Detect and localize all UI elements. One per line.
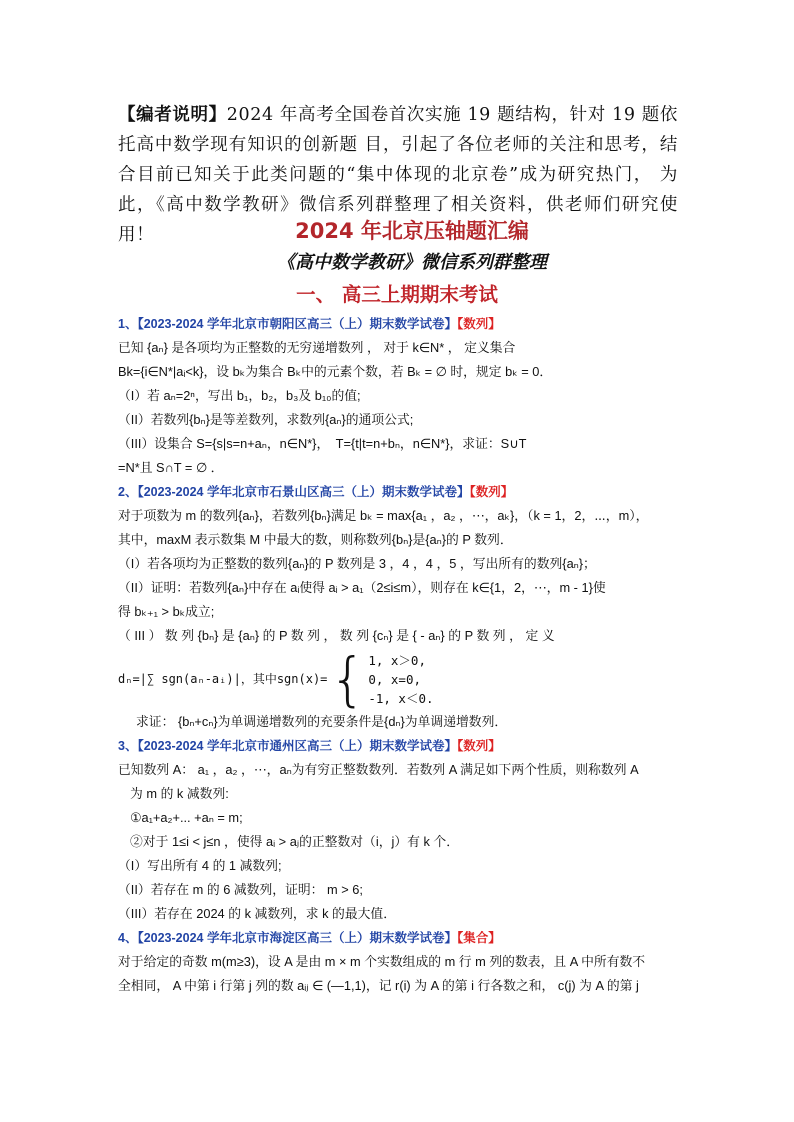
question-1-part-2: （II）若数列{bₙ}是等差数列，求数列{aₙ}的通项公式; (118, 412, 414, 427)
question-2-header (118, 480, 678, 504)
question-tag: 【数列】 (456, 317, 501, 331)
question-number: 1、 (118, 317, 138, 331)
sgn-cases (368, 651, 433, 708)
question-3-part-2: （II）若存在 m 的 6 减数列，证明： m > 6; (118, 882, 363, 897)
question-number: 4、 (118, 931, 138, 945)
question-1-part-3: （III）设集合 S={s|s=n+aₙ，n∈N*}， T={t|t=n+bₙ，n∈N*}，求证：S∪T (118, 436, 527, 451)
question-number: 3、 (118, 739, 138, 753)
question-2-stem-line-1: 对于项数为 m 的数列{aₙ}，若数列{bₙ}满足 bₖ = max{a₁ ，a₂ ，⋯，aₖ}，（k = 1，2，⋯，m）， (118, 508, 649, 523)
question-2-part-2-cont: 得 bₖ₊₁ > bₖ成立; (118, 604, 215, 619)
question-3-condition-2: ②对于 1≤i < j≤n ，使得 aᵢ > aⱼ的正整数对（i，j）有 k 个． (130, 834, 460, 849)
question-3-header (118, 734, 678, 758)
question-1-header (118, 312, 678, 336)
question-3-condition-1: ①a₁+a₂+... +aₙ = m; (130, 810, 243, 825)
sgn-case-3: -1, x＜0. (368, 690, 434, 706)
question-tag: 【数列】 (469, 485, 514, 499)
sgn-case-1: 1, x＞0, (368, 652, 426, 668)
question-source: 【2023-2024 学年北京市海淀区高三（上）期末数学试卷】 (137, 931, 457, 945)
question-4-stem-line-2: 全相同， A 中第 i 行第 j 列的数 aᵢⱼ ∈ (—1,1)，记 r(i) 为 A 的第 i 行各数之和， c(j) 为 A 的第 j (118, 978, 639, 993)
editor-note-heading: 【编者说明】 (118, 105, 227, 125)
question-3-stem-line-2: 为 m 的 k 减数列: (130, 786, 229, 801)
document-subtitle: 《高中数学教研》微信系列群整理 (277, 252, 547, 273)
question-2-formula (118, 645, 678, 713)
question-2-part-3: （ III ） 数 列 {bₙ} 是 {aₙ} 的 P 数 列 ， 数 列 {cₙ} 是 { - aₙ} 的 P 数 列 ， 定 义 (118, 628, 555, 643)
formula-left: dₙ=|∑ sgn(aₙ-aᵢ)|，其中sgn(x)= (118, 672, 328, 686)
sgn-case-2: 0, x=0, (368, 671, 421, 687)
question-4-stem-line-1: 对于给定的奇数 m(m≥3)，设 A 是由 m × m 个实数组成的 m 行 m 列的数表，且 A 中所有数不 (118, 954, 646, 969)
question-source: 【2023-2024 学年北京市石景山区高三（上）期末数学试卷】 (137, 485, 470, 499)
question-3-part-3: （III）若存在 2024 的 k 减数列，求 k 的最大值． (118, 906, 397, 921)
formula-d-n (118, 667, 327, 691)
question-4-header (118, 926, 678, 950)
question-number: 2、 (118, 485, 138, 499)
question-2-stem-line-2: 其中，maxM 表示数集 M 中最大的数，则称数列{bₙ}是{aₙ}的 P 数列． (118, 532, 513, 547)
editor-note-text: 2024 年高考全国卷首次实施 19 题结构，针对 19 题依托高中数学现有知识的创新题 目，引起了各位老师的关注和思考，结合目前已知关于此类问题的“集中体现的北京卷”成为研究热门， 为此，《高中数学教研》微信系列群整理了相关资料，供老师们研究使用！ (118, 105, 678, 245)
question-2-part-3-claim: 求证： {bₙ+cₙ}为单调递增数列的充要条件是{dₙ}为单调递增数列． (136, 714, 508, 729)
question-3-part-1: （I）写出所有 4 的 1 减数列; (118, 858, 282, 873)
question-1-part-3-cont: =N*且 S∩T = ∅ ． (118, 460, 224, 475)
question-2-part-1: （I）若各项均为正整数的数列{aₙ}的 P 数列是 3 ，4 ，4 ，5 ，写出所有的数列{aₙ}； (118, 556, 596, 571)
question-2-part-2: （II）证明：若数列{aₙ}中存在 aᵢ使得 aᵢ > a₁（2≤i≤m），则存在 k∈{1，2，⋯，m - 1}使 (118, 580, 606, 595)
document-title: 2024 年北京压轴题汇编 (295, 219, 529, 243)
question-tag: 【数列】 (456, 739, 501, 753)
questions-body (118, 312, 678, 998)
section-heading: 一、 高三上期期末考试 (296, 283, 498, 306)
question-3-stem-line-1: 已知数列 A： a₁ ，a₂ ，⋯，aₙ为有穷正整数数列．若数列 A 满足如下两个性质，则称数列 A (118, 762, 639, 777)
question-source: 【2023-2024 学年北京市朝阳区高三（上）期末数学试卷】 (137, 317, 457, 331)
question-1-stem-line-1: 已知 {aₙ} 是各项均为正整数的无穷递增数列 ， 对于 k∈N* ， 定义集合 (118, 340, 516, 355)
question-1-part-1: （I）若 aₙ=2ⁿ，写出 b₁，b₂，b₃及 b₁₀的值; (118, 388, 361, 403)
cases-brace: { (329, 645, 367, 713)
question-tag: 【集合】 (456, 931, 501, 945)
question-source: 【2023-2024 学年北京市通州区高三（上）期末数学试卷】 (137, 739, 457, 753)
question-1-stem-line-2: Bk={i∈N*|aᵢ<k}，设 bₖ为集合 Bₖ中的元素个数，若 Bₖ = ∅ 时，规定 bₖ = 0． (118, 364, 553, 379)
